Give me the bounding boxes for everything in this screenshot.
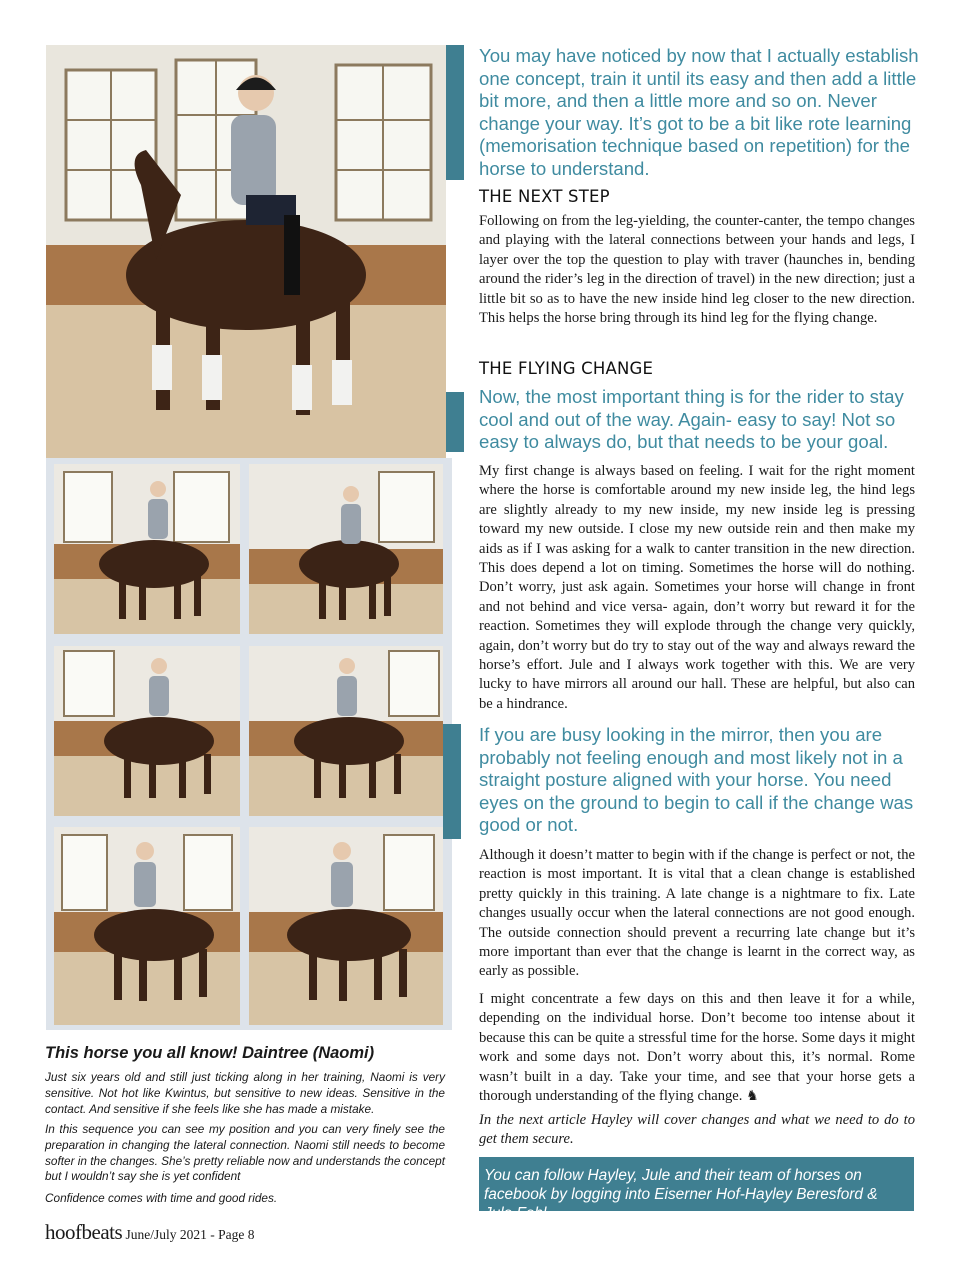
caption-paragraph: Confidence comes with time and good rides.	[45, 1191, 278, 1205]
sequence-photo	[54, 646, 240, 816]
body-paragraph	[479, 990, 915, 1106]
sequence-photo	[249, 827, 443, 1025]
facebook-box: You can follow Hayley, Jule and their team of horses on facebook by logging into Eiserner Hof-Hayley Beresford & Jule Fehl.	[479, 1157, 914, 1211]
main-photo	[46, 45, 446, 458]
pull-quote: If you are busy looking in the mirror, then you are probably not feeling enough and most likely not in a straight posture aligned with your horse. You need eyes on the ground to begin to call if the change was good or not.	[479, 724, 914, 836]
pull-quote: You may have noticed by now that I actually establish one concept, train it until its easy and then add a little bit more, and then a little more and so on. Never change your way. It’s got to be a bit like rote learning (memorisation technique based on repetition) for the horse to understand.	[479, 45, 919, 179]
next-article-note: In the next article Hayley will cover changes and what we need to do to get them secure.	[479, 1112, 915, 1148]
body-paragraph: Although it doesn’t matter to begin with if the change is perfect or not, the reaction is most important. It is vital that a clean change is established pretty quickly in this training. A late change is a nightmare to fix. Late changes usually occur when the lateral connections are not good enough. The outside connection should prevent a recurring late change but it’s more important than ever that the change is learnt in the correct way, as early as possible.	[479, 847, 915, 980]
section-heading: THE FLYING CHANGE	[479, 359, 654, 378]
section-heading: THE NEXT STEP	[479, 187, 610, 206]
sequence-photo	[54, 827, 240, 1025]
body-paragraph: My first change is always based on feeling. I wait for the right moment where the horse is comfortable around my new inside leg, the hind legs are slightly already to my new inside, my new inside leg is pressing toward my new outside. I close my new outside rein and then make my aids as if I was asking for a walk to canter transition in the new direction. This does depend a lot on timing. Sometimes the horse will do nothing. Don’t worry, just ask again. Sometimes your horse will change in front and not behind and vice versa- again, don’t worry but reward it for the reaction. Sometimes they will explode through the change very quickly, again, don’t worry but do try to stay out of the way and always reward the horse’s effort. Jule and I always work together with this. We are very lucky to have mirrors all around our hall. These are helpful, but also can be a hindrance.	[479, 463, 915, 712]
issue-page: June/July 2021 - Page 8	[125, 1227, 255, 1242]
hoof-end-mark-icon: ♞	[746, 1088, 759, 1105]
sequence-photo	[249, 464, 443, 634]
footer	[45, 1220, 255, 1245]
body-paragraph-text: I might concentrate a few days on this and then leave it for a while, depending on the individual horse. Don’t become too intense about it because this can be quite a stressful time for the horse. Some days it might work and some days not. Don’t worry about this, it’s normal. Rome wasn’t built in a day. Take your time, and see that your horse gets a thorough understanding of the flying change.	[479, 991, 915, 1105]
caption-title: This horse you all know! Daintree (Naomi)	[45, 1044, 375, 1062]
accent-bar	[446, 45, 464, 180]
pull-quote: Now, the most important thing is for the rider to stay cool and out of the way. Again- easy to say! Not so easy to always do, but that needs to be your goal.	[479, 386, 904, 453]
sequence-photo	[54, 464, 240, 634]
body-paragraph: Following on from the leg-yielding, the counter-canter, the tempo changes and playing with the lateral connections between your hands and legs, I layer over the top the question to play with traver (haunches in, bending around the rider’s leg in the direction of travel) in the new direction; just a little bit so as to have the new inside hind leg closer to the new direction. This helps the horse bring through its hind leg for the flying change.	[479, 213, 915, 327]
accent-bar	[443, 724, 461, 839]
accent-bar	[446, 392, 464, 452]
caption-paragraph: In this sequence you can see my position and you can very finely see the preparation in changing the lateral connection. Naomi still needs to become softer in the changes. She’s pretty reliable now and understands the concept but I wouldn’t say she is yet confident	[45, 1122, 445, 1184]
caption-paragraph: Just six years old and still just ticking along in her training, Naomi is very sensitive. Not hot like Kwintus, but sensitive to new ideas. Sensitive in the contact. And sensitive if she feels like she has made a mistake.	[45, 1070, 445, 1116]
sequence-photo	[249, 646, 443, 816]
magazine-brand: hoofbeats	[45, 1220, 123, 1244]
